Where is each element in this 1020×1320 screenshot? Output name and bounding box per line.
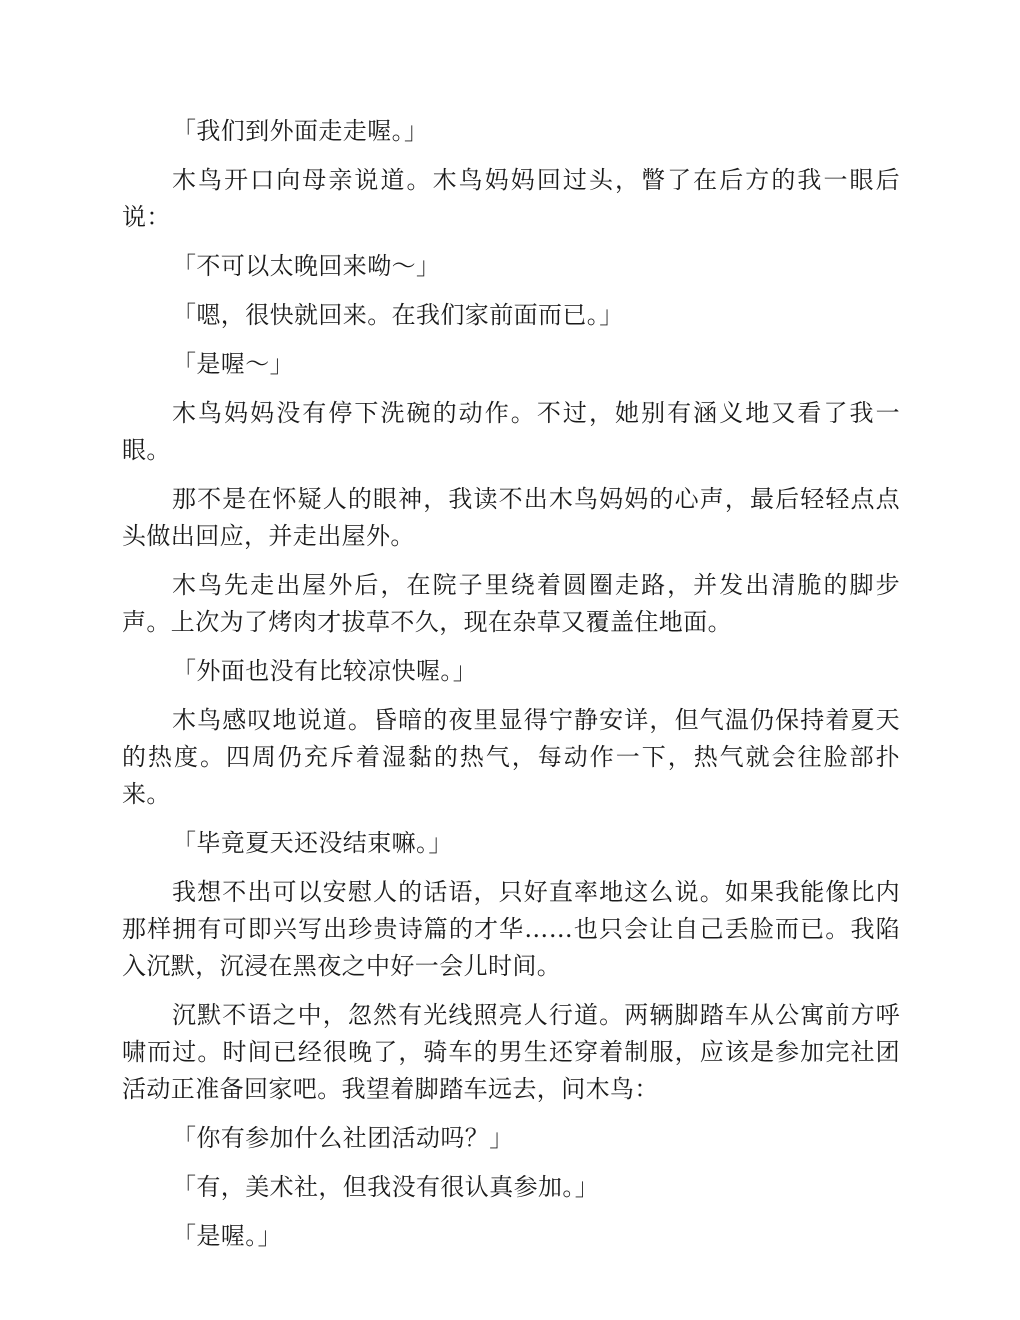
paragraph: 「我们到外面走走喔。」 bbox=[172, 117, 429, 145]
paragraph: 「毕竟夏天还没结束嘛。」 bbox=[172, 829, 453, 857]
paragraph: 「嗯，很快就回来。在我们家前面而已。」 bbox=[172, 301, 624, 329]
paragraph: 「有，美术社，但我没有很认真参加。」 bbox=[172, 1173, 600, 1201]
paragraph: 「你有参加什么社团活动吗？」 bbox=[172, 1124, 514, 1152]
paragraph: 木鸟妈妈没有停下洗碗的动作。不过，她别有涵义地又看了我一眼。 bbox=[122, 399, 900, 464]
paragraph: 木鸟先走出屋外后，在院子里绕着圆圈走路，并发出清脆的脚步声。上次为了烤肉才拔草不久，现在杂草又覆盖住地面。 bbox=[122, 571, 900, 636]
paragraph: 沉默不语之中，忽然有光线照亮人行道。两辆脚踏车从公寓前方呼啸而过。时间已经很晚了，骑车的男生还穿着制服，应该是参加完社团活动正准备回家吧。我望着脚踏车远去，问木鸟： bbox=[122, 1001, 900, 1103]
paragraph: 木鸟感叹地说道。昏暗的夜里显得宁静安详，但气温仍保持着夏天的热度。四周仍充斥着湿黏的热气，每动作一下，热气就会往脸部扑来。 bbox=[122, 706, 900, 808]
paragraph: 「不可以太晚回来呦～」 bbox=[172, 252, 441, 280]
paragraph: 木鸟开口向母亲说道。木鸟妈妈回过头，瞥了在后方的我一眼后说： bbox=[122, 166, 900, 231]
paragraph: 「外面也没有比较凉快喔。」 bbox=[172, 657, 478, 685]
paragraph: 「是喔～」 bbox=[172, 350, 294, 378]
paragraph: 我想不出可以安慰人的话语，只好直率地这么说。如果我能像比内那样拥有可即兴写出珍贵诗篇的才华……也只会让自己丢脸而已。我陷入沉默，沉浸在黑夜之中好一会儿时间。 bbox=[122, 878, 900, 980]
paragraph: 「是喔。」 bbox=[172, 1222, 282, 1250]
body-text bbox=[122, 113, 900, 1267]
paragraph: 那不是在怀疑人的眼神，我读不出木鸟妈妈的心声，最后轻轻点点头做出回应，并走出屋外。 bbox=[122, 485, 900, 550]
